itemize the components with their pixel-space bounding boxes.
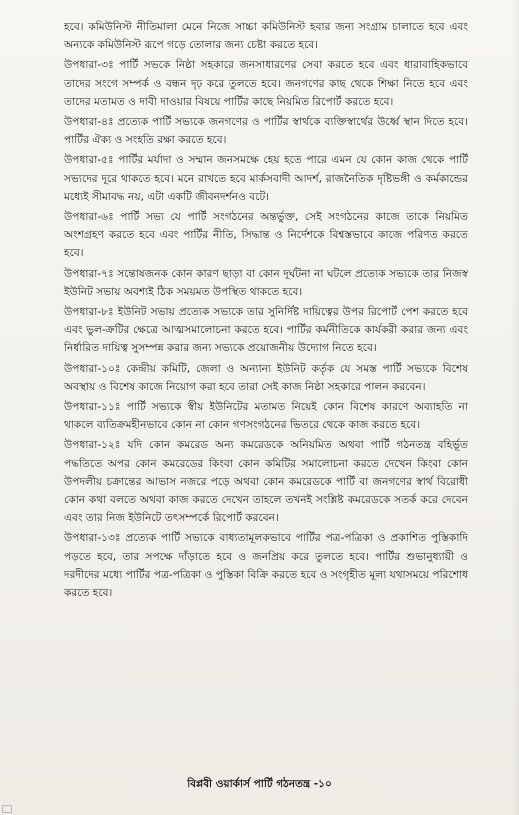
paragraph-subsection-13: উপধারা-১৩ঃ প্রত্যেক পার্টি সভ্যকে বাধ্যতামূলকভাবে পার্টির পত্র-পত্রিকা ও প্রকাশিত পুস্তিকাদি পড়তে হবে, তার সপক্ষে দাঁড়াতে হবে ও জনপ্রিয় করে তুলতে হবে। পার্টির শুভানুধ্যায়ী ও দরদীদের মধ্যে পার্টির পত্র-পত্রিকা ও পুস্তিকা বিক্রি করতে হবে ও সংগৃহীত মূল্য যথাসময়ে পরিশোধ করতে হবে। — [64, 532, 468, 600]
page-binding-shadow — [511, 0, 519, 815]
paragraph-subsection-8: উপধারা-৮ঃ ইউনিট সভায় প্রত্যেক সভ্যকে তার সুনির্দিষ্ট দায়িত্বের উপর রিপোর্ট পেশ করতে হবে এবং ভুল-ক্রটির ক্ষেত্রে আত্মসমালোচনা করতে হবে। পার্টির কর্মনীতিকে কার্যকরী করার জন্য এবং নির্ধারিত দায়িত্ব সুসম্পন্ন করার জন্য সভ্যকে প্রয়োজনীয় উদ্যোগ নিতে হবে। — [64, 306, 468, 355]
paragraph-subsection-5: উপধারা-৫ঃ পার্টির মর্যাদা ও সম্মান জনসমক্ষে হেয় হতে পারে এমন যে কোন কাজ থেকে পার্টি সভ্যদের দূরে থাকতে হবে। মনে রাখতে হবে মার্কসবাদী আদর্শ, রাজনৈতিক দৃষ্টিভঙ্গী ও কর্মকান্ডের মধ্যেই সীমাবদ্ধ নয়, এটা একটি জীবনদর্শনও বটে। — [64, 154, 468, 203]
scan-corner-icon — [2, 805, 12, 813]
paragraph-subsection-11: উপধারা-১১ঃ পার্টি সভ্যকে স্বীয় ইউনিটের মতামত নিয়েই কোন বিশেষ কারণে অব্যাহতি না থাকলে ব্যতিক্রমহীনভাবে কোন না কোন গণসংগঠনের ভিতরে থেকে কাজ করতে হবে। — [64, 401, 468, 432]
paragraph-subsection-7: উপধারা-৭ঃ সন্তোষজনক কোন কারণ ছাড়া বা কোন দূর্ঘটনা না ঘটলে প্রত্যেক সভ্যকে তার নিজস্ব ইউনিট সভায় অবশ্যই ঠিক সময়মত উপস্থিত থাকতে হবে। — [64, 267, 468, 298]
paragraph-subsection-3: উপধারা-৩ঃ পার্টি সভকে নিষ্ঠা সহকারে জনসাধারণের সেবা করতে হবে এবং ধারাবাহিকভাবে তাদের সংগে সম্পর্ক ও বন্ধন দৃঢ় করে তুলতে হবে। জনগণের কাছ থেকে শিক্ষা নিতে হবে এবং তাদের মতামত ও দাবী দাওয়ার বিষয়ে পার্টির কাছে নিয়মিত রিপোর্ট করতে হবে। — [64, 59, 468, 108]
paragraph-subsection-4: উপধারা-৪ঃ প্রত্যেক পার্টি সভ্যকে জনগণের ও পার্টির স্বার্থকে ব্যক্তিস্বার্থের উর্ধ্বে স্থান দিতে হবে। পার্টির ঐক্য ও সংহতি রক্ষা করতে হবে। — [64, 116, 468, 147]
paragraph-subsection-12: উপধারা-১২ঃ যদি কোন কমরেড অন্য কমরেডকে অনিয়মিত অথবা পার্টি গঠনতন্ত্র বহির্ভূত পদ্ধতিতে অপর কোন কমরেডের কিংবা কোন কমিটির সমালোচনা করতে দেখেন কিংবা কোন উপদলীয় চক্রান্তের আভাস নজরে পড়ে অথবা কোন কমরেডকে পার্টি বা জনগণের স্বার্থ বিরোধী কোন কথা বলতে অথবা কাজ করতে দেখেন তাহলে তখনই সংশ্লিষ্ট কমরেডকে সতর্ক করে দেবেন এবং তার নিজ ইউনিটে তৎসম্পর্কে রিপোর্ট করবেন। — [64, 439, 468, 525]
document-body — [64, 18, 468, 604]
page-footer: বিপ্লবী ওয়ার্কার্স পার্টি গঠনতন্ত্র -১০ — [187, 778, 332, 790]
paragraph-continuation: হবে। কমিউনিস্ট নীতিমালা মেনে নিজে সাচ্চা কমিউনিস্ট হবার জন্য সংগ্রাম চালাতে হবে এবং অন্যকে কমিউনিস্ট রূপে গড়ে তোলার জন্য চেষ্টা করতে হবে। — [64, 21, 468, 52]
paragraph-subsection-10: উপধারা-১০ঃ কেন্দ্রীয় কমিটি, জেলা ও অন্যান্য ইউনিট কর্তৃক যে সমস্ত পার্টি সভ্যকে বিশেষ অবস্থায় ও বিশেষ কাজে নিয়োগ করা হবে তারা সেই কাজ নিষ্ঠা সহকারে পালন করবেন। — [64, 362, 468, 393]
paragraph-subsection-6: উপধারা-৬ঃ পার্টি সভ্য যে পার্টি সংগঠনের অন্তর্ভুক্ত, সেই সংগঠনের কাজে তাকে নিয়মিত অংশগ্রহণ করতে হবে এবং পার্টির নীতি, সিদ্ধান্ত ও নির্দেশকে বিশ্বস্তভাবে কাজে পরিণত করতে হবে। — [64, 211, 468, 260]
